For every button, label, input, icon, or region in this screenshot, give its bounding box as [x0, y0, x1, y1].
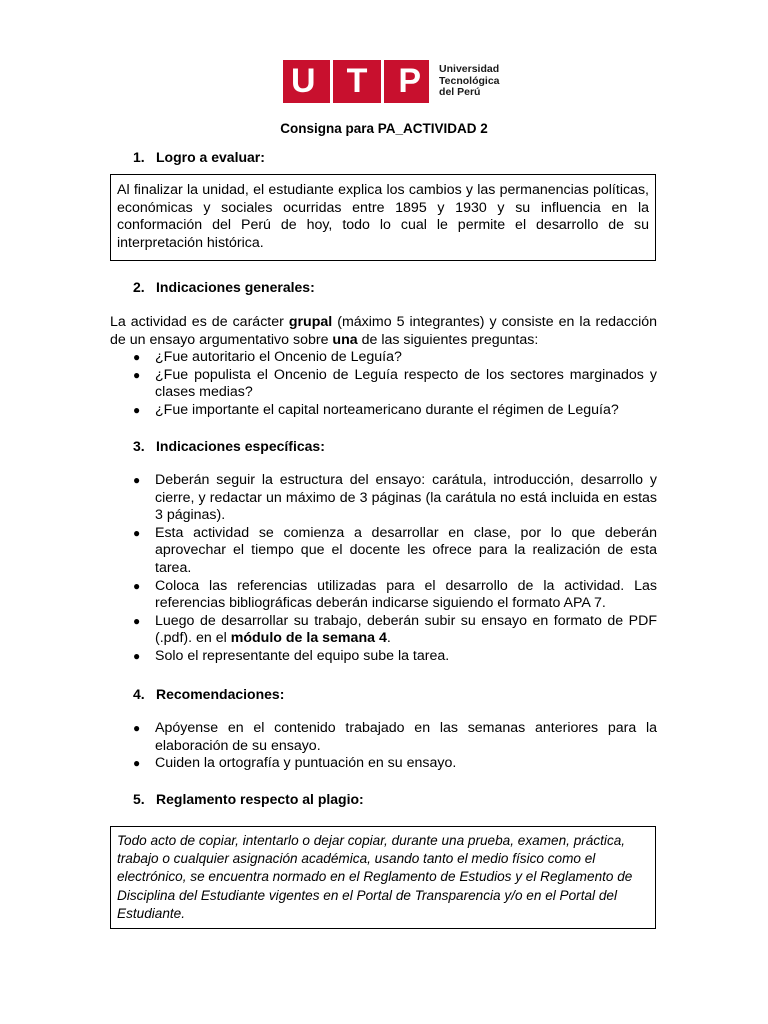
logo-separator	[381, 60, 384, 103]
section-title: Recomendaciones:	[156, 686, 285, 702]
section-number: 1.	[133, 149, 145, 165]
specific-instructions-list	[110, 472, 657, 666]
logo-letter-u: U	[291, 62, 316, 100]
bullet-icon: ●	[133, 613, 141, 628]
bullet-icon: ●	[133, 648, 141, 663]
plagio-text: Todo acto de copiar, intentarlo o dejar copiar, durante una prueba, examen, práctica, trabajo o cualquier asignación académica, usando tanto el medio físico como el electrónico, se encuentra normado en el Reglamento de Estudios y el Reglamento de Disciplina del Estudiante vigentes en el Portal de Transparencia y/o en el Portal del Estudiante.	[117, 833, 633, 921]
plagio-box	[110, 826, 656, 929]
section-number: 4.	[133, 686, 145, 702]
section-number: 3.	[133, 438, 145, 454]
logro-text: Al finalizar la unidad, el estudiante explica los cambios y las permanencias políticas, económicas y sociales ocurridas entre 1895 y 1930 y su influencia en la conformación del Perú de hoy, todo lo cual le permite el desarrollo de su interpretación histórica.	[117, 182, 649, 251]
bullet-icon: ●	[133, 721, 141, 735]
logo-line: del Perú	[439, 86, 481, 99]
section-heading-logro	[133, 149, 265, 165]
text-run: Luego de desarrollar su trabajo, deberán subir su ensayo en formato de PDF (.pdf). en el	[155, 612, 657, 647]
logo-institution-name	[439, 64, 499, 99]
section-heading-reglamento	[133, 791, 364, 807]
bullet-icon: ●	[133, 578, 141, 593]
list-item-text: Apóyense en el contenido trabajado en las semanas anteriores para la elaboración de su ensayo.	[155, 720, 657, 754]
list-item	[110, 648, 657, 666]
list-item	[110, 525, 657, 578]
utp-logo	[283, 60, 500, 103]
list-item-text: ¿Fue autoritario el Oncenio de Leguía?	[155, 349, 402, 365]
list-item-text: Solo el representante del equipo sube la tarea.	[155, 647, 450, 664]
text-run: La actividad es de carácter	[110, 314, 289, 330]
indicaciones-intro	[110, 314, 657, 349]
page-title: Consigna para PA_ACTIVIDAD 2	[280, 121, 488, 136]
list-item-text: Cuiden la ortografía y puntuación en su ensayo.	[155, 755, 457, 772]
list-item-text: Deberán seguir la estructura del ensayo: carátula, introducción, desarrollo y cierre, y redactar un máximo de 3 páginas (la carátula no está incluida en estas 3 páginas).	[155, 472, 657, 524]
list-item	[110, 349, 657, 367]
section-title: Reglamento respecto al plagio:	[156, 791, 364, 807]
section-number: 5.	[133, 791, 145, 807]
list-item-text: ¿Fue populista el Oncenio de Leguía respecto de los sectores marginados y clases medias?	[155, 366, 657, 401]
list-item	[110, 367, 657, 402]
bullet-icon: ●	[133, 367, 141, 382]
recommendations-list	[110, 720, 657, 773]
list-item	[110, 472, 657, 525]
logo-separator	[330, 60, 333, 103]
section-title: Indicaciones específicas:	[156, 438, 325, 454]
section-heading-recomendaciones	[133, 686, 284, 702]
bold-text: módulo de la semana 4	[230, 630, 387, 647]
bullet-icon: ●	[133, 473, 141, 487]
bullet-icon: ●	[133, 756, 141, 771]
logo-letter-t: T	[346, 62, 368, 100]
section-heading-indicaciones-generales	[133, 279, 315, 295]
text-run: .	[386, 630, 391, 647]
list-item-text: Esta actividad se comienza a desarrollar en clase, por lo que deberán aprovechar el tiempo que el docente les ofrece para la realización de esta tarea.	[155, 524, 657, 576]
list-item	[110, 720, 657, 755]
list-item	[110, 578, 657, 613]
list-item	[110, 402, 657, 420]
logro-box	[110, 174, 656, 261]
text-run: (máximo 5 integrantes) y consiste en la redacción de un ensayo argumentativo sobre	[110, 314, 657, 348]
questions-list	[110, 349, 657, 419]
list-item	[110, 613, 657, 648]
list-item	[110, 755, 657, 773]
logo-line: Tecnológica	[439, 74, 500, 87]
section-title: Logro a evaluar:	[156, 149, 265, 165]
list-item-text: ¿Fue importante el capital norteamericano durante el régimen de Leguía?	[155, 401, 619, 418]
bullet-icon: ●	[133, 525, 141, 540]
utp-logo-mark	[283, 60, 429, 103]
text-run: de las siguientes preguntas:	[357, 331, 539, 348]
section-heading-indicaciones-especificas	[133, 438, 325, 454]
bullet-icon: ●	[133, 402, 141, 417]
logo-letter-p: P	[398, 62, 422, 100]
section-title: Indicaciones generales:	[156, 279, 315, 295]
section-number: 2.	[133, 279, 145, 295]
bullet-icon: ●	[133, 350, 141, 364]
bold-text: una	[332, 331, 358, 348]
bold-text: grupal	[288, 314, 333, 330]
list-item-text: Coloca las referencias utilizadas para el desarrollo de la actividad. Las referencias bibliográficas deberán indicarse siguiendo el formato APA 7.	[155, 577, 657, 612]
logo-line: Universidad	[439, 63, 500, 76]
